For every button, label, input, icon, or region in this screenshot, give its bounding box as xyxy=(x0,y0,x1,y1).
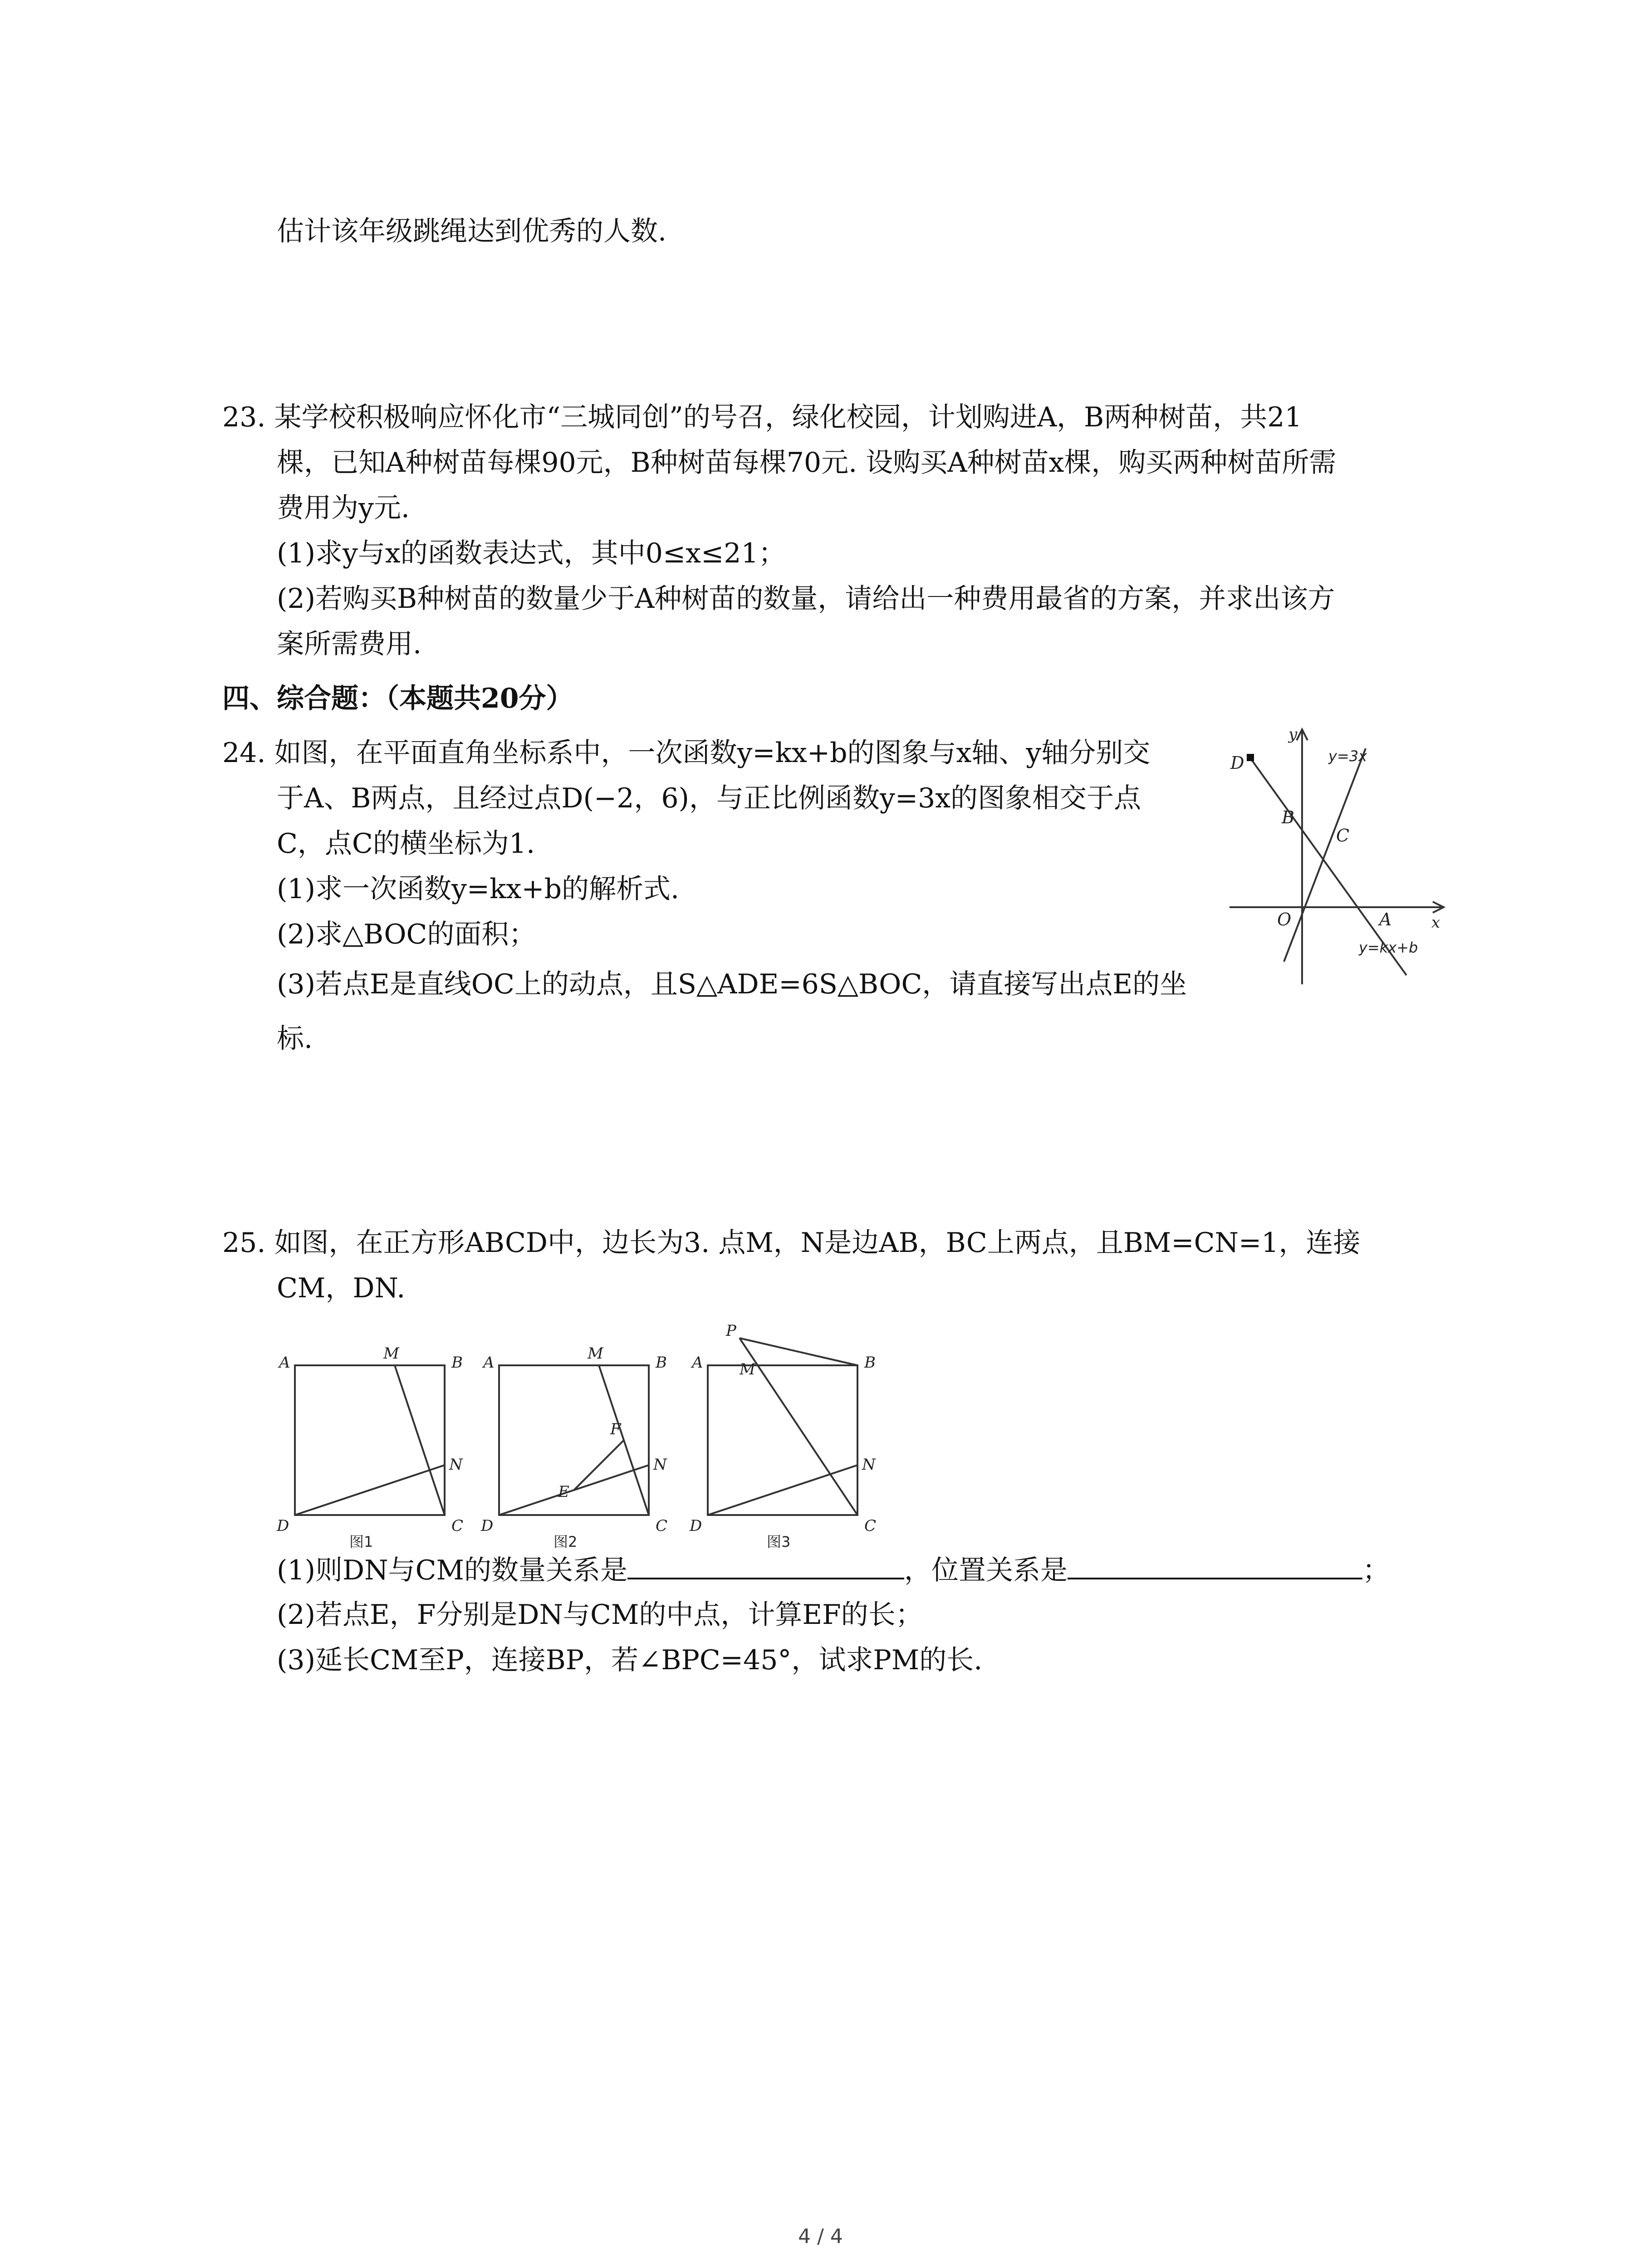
q25-part-1 xyxy=(277,1551,1390,1589)
fig3-label-b: B xyxy=(864,1354,876,1372)
q24-part-2: (2)求△BOC的面积； xyxy=(277,919,536,950)
q25-part-1-text-a: (1)则DN与CM的数量关系是 xyxy=(277,1554,627,1586)
fig3-label-m: M xyxy=(740,1360,755,1378)
fig3-label-p: P xyxy=(726,1322,736,1340)
fig1-cm xyxy=(395,1365,445,1515)
label-d: D xyxy=(1230,753,1244,773)
fig2-label-c: C xyxy=(656,1517,668,1535)
q24-part-3-cont: 标. xyxy=(277,1023,313,1055)
fig2-label-d: D xyxy=(481,1517,494,1535)
q25-figures xyxy=(268,1315,926,1551)
q24-coordinate-figure xyxy=(1225,721,1461,993)
label-line-y-3x: y=3x xyxy=(1328,748,1367,765)
q23-part-1: (1)求y与x的函数表达式，其中0≤x≤21； xyxy=(277,538,786,569)
label-b: B xyxy=(1282,807,1294,827)
q23-line-2: 棵，已知A种树苗每棵90元，B种树苗每棵70元. 设购买A种树苗x棵，购买两种树苗所需 xyxy=(277,447,1337,479)
fig3-label-a: A xyxy=(692,1354,703,1372)
answer-blank-quantity[interactable] xyxy=(627,1551,904,1579)
fig3-caption: 图3 xyxy=(767,1533,791,1550)
label-x: x xyxy=(1431,914,1440,932)
section-heading: 四、综合题：（本题共20分） xyxy=(222,683,573,714)
q25-part-2: (2)若点E，F分别是DN与CM的中点，计算EF的长； xyxy=(277,1599,923,1631)
fig1-caption: 图1 xyxy=(349,1533,373,1550)
q24-part-3: (3)若点E是直线OC上的动点，且S△ADE=6S△BOC，请直接写出点E的坐 xyxy=(277,968,1187,1000)
q24-line-2: 于A、B两点，且经过点D(−2，6)，与正比例函数y=3x的图象相交于点 xyxy=(277,782,1141,814)
fig3-dn xyxy=(708,1465,857,1515)
fig1-label-b: B xyxy=(451,1354,463,1372)
answer-blank-position[interactable] xyxy=(1068,1551,1362,1579)
fig1-label-c: C xyxy=(451,1517,464,1535)
q23-part-2-cont: 案所需费用. xyxy=(277,628,422,660)
q25-line-2: CM，DN. xyxy=(277,1272,406,1304)
fig1-label-n: N xyxy=(449,1456,463,1474)
page-number: 4 / 4 xyxy=(798,2225,843,2248)
q23-line-1: 23. 某学校积极响应怀化市“三城同创”的号召，绿化校园，计划购进A，B两种树苗，共21 xyxy=(222,401,1302,433)
fig2-label-n: N xyxy=(653,1456,667,1474)
label-line-y-kx-b: y=kx+b xyxy=(1359,939,1418,956)
fig1-label-a: A xyxy=(279,1354,290,1372)
fig3-label-c: C xyxy=(864,1517,877,1535)
fig2-label-f: F xyxy=(610,1420,621,1438)
fig3-square xyxy=(708,1365,857,1515)
label-c: C xyxy=(1336,826,1350,846)
q25-part-1-text-b: ，位置关系是 xyxy=(904,1554,1068,1586)
fig2-label-b: B xyxy=(656,1354,667,1372)
fig1-square xyxy=(295,1365,445,1515)
fig2-caption: 图2 xyxy=(554,1533,578,1550)
point-d xyxy=(1247,754,1254,761)
label-o: O xyxy=(1277,909,1292,929)
fig2-label-m: M xyxy=(588,1344,603,1363)
q23-part-2: (2)若购买B种树苗的数量少于A种树苗的数量，请给出一种费用最省的方案，并求出该方 xyxy=(277,583,1335,615)
fig1-label-m: M xyxy=(383,1344,399,1363)
fig2-square xyxy=(499,1365,649,1515)
q24-line-3: C，点C的横坐标为1. xyxy=(277,828,535,860)
fig3-label-d: D xyxy=(690,1517,702,1535)
q23-line-3: 费用为y元. xyxy=(277,492,410,524)
q25-part-1-text-c: ； xyxy=(1362,1554,1390,1586)
label-a: A xyxy=(1379,909,1392,929)
fig2-label-a: A xyxy=(483,1354,495,1372)
q24-part-1: (1)求一次函数y=kx+b的解析式. xyxy=(277,873,680,905)
fig3-label-n: N xyxy=(862,1456,876,1474)
q25-line-1: 25. 如图，在正方形ABCD中，边长为3. 点M，N是边AB，BC上两点，且BM=CN=1，连接 xyxy=(222,1227,1361,1259)
fig3-bp xyxy=(740,1338,857,1365)
q25-part-3: (3)延长CM至P，连接BP，若∠BPC=45°，试求PM的长. xyxy=(277,1644,983,1676)
fig1-label-d: D xyxy=(277,1517,289,1535)
fig1-dn xyxy=(295,1465,445,1515)
fig2-label-e: E xyxy=(558,1483,569,1501)
line-y-3x xyxy=(1284,748,1366,962)
q22-tail: 估计该年级跳绳达到优秀的人数. xyxy=(277,215,667,247)
q24-line-1: 24. 如图，在平面直角坐标系中，一次函数y=kx+b的图象与x轴、y轴分别交 xyxy=(222,737,1151,769)
label-y: y xyxy=(1288,725,1298,743)
